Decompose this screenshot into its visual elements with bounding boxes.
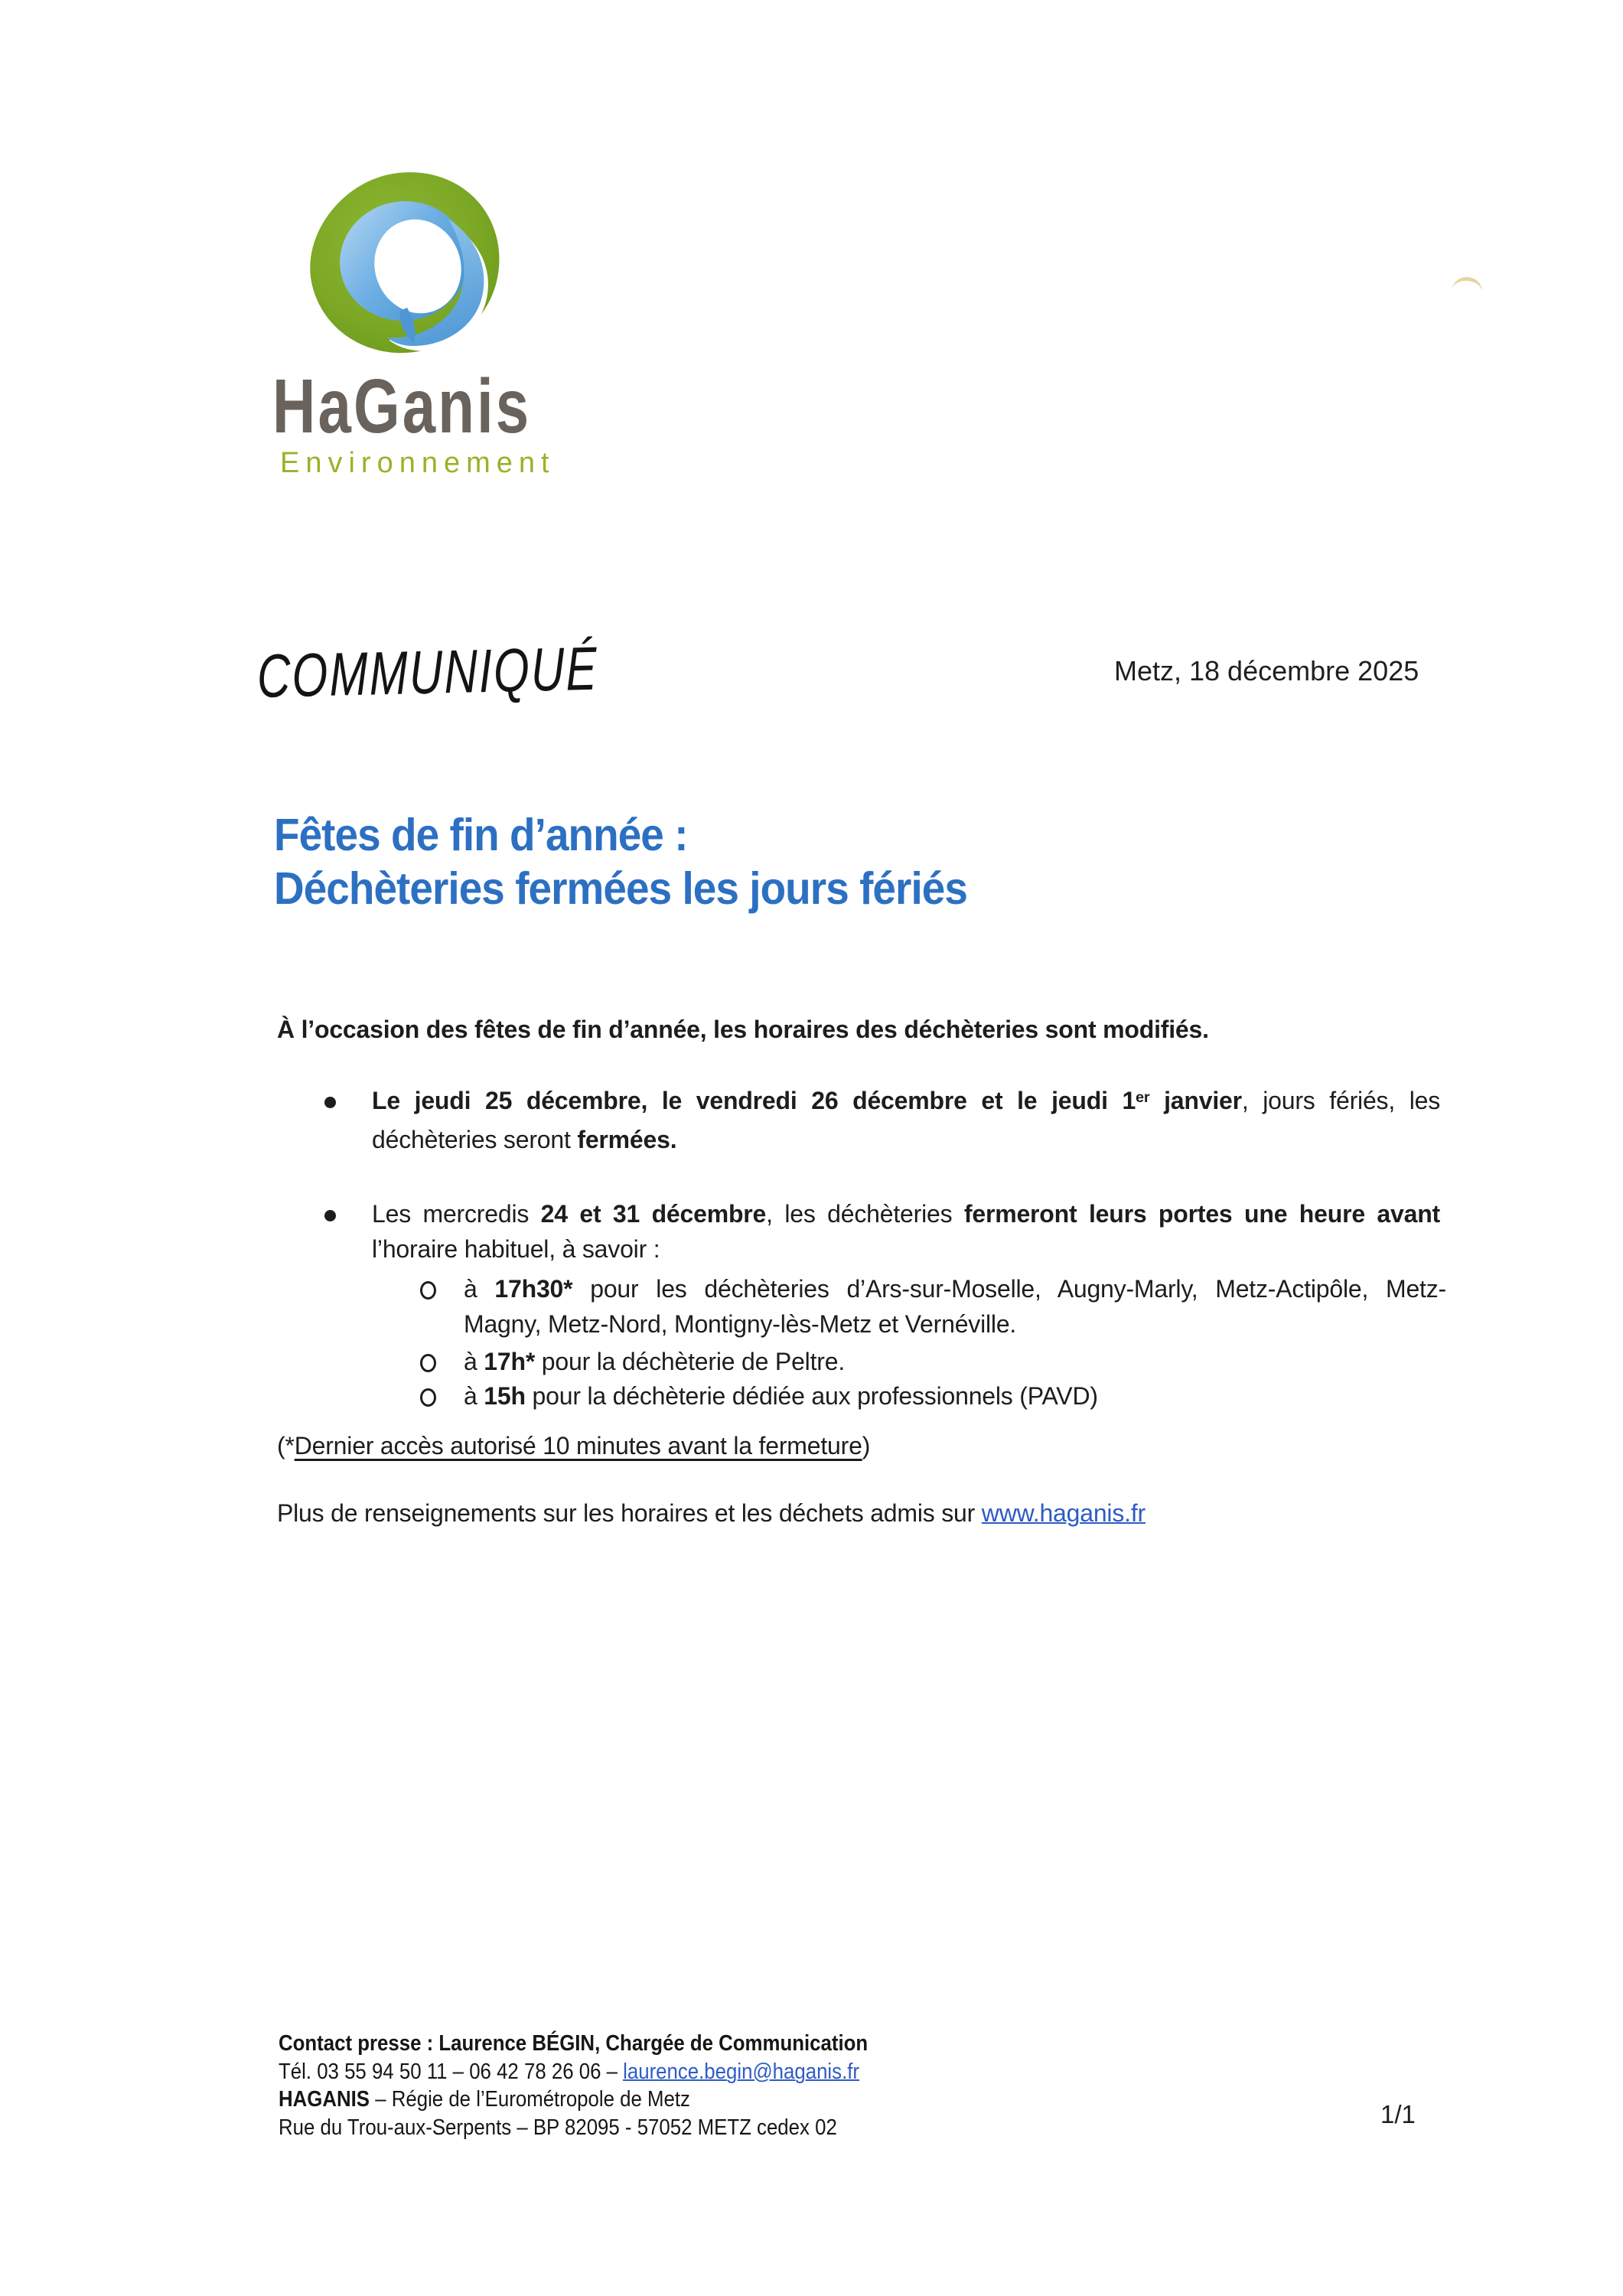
haganis-logo-icon [298, 167, 510, 360]
text-line [372, 1196, 1440, 1231]
text-run: à [464, 1382, 484, 1410]
hyperlink[interactable]: www.haganis.fr [981, 1499, 1146, 1527]
text-line [464, 1344, 1446, 1379]
text-run: Les mercredis [372, 1200, 541, 1228]
text-line [279, 2086, 868, 2114]
text-run: Rue du Trou-aux-Serpents – BP 82095 - 57052 METZ cedex 02 [279, 2115, 837, 2140]
intro-paragraph [277, 1012, 1448, 1047]
text-run: er [1136, 1089, 1150, 1107]
bullet-disc-icon [324, 1097, 336, 1108]
text-line [279, 2030, 868, 2058]
scan-artifact [1452, 276, 1484, 292]
text-run: Contact presse : Laurence BÉGIN, Chargée de Communication [279, 2031, 869, 2056]
text-line [277, 1428, 1448, 1463]
text-line [464, 1306, 1446, 1342]
brand-wordmark: HaGanis [272, 364, 532, 449]
sub-bullet-circle-icon [420, 1388, 436, 1407]
text-run: Le jeudi 25 décembre, le vendredi 26 décembre et le jeudi 1 [372, 1087, 1136, 1114]
text-run: – Régie de l’Eurométropole de Metz [370, 2087, 690, 2112]
text-run: pour les déchèteries d’Ars-sur-Moselle, Augny-Marly, Metz-Actipôle, Metz- [572, 1275, 1447, 1303]
text-run: l’horaire habituel, à savoir : [372, 1235, 660, 1263]
text-run: pour la déchèterie dédiée aux professionnels (PAVD) [525, 1382, 1098, 1410]
text-run: 15h [484, 1382, 526, 1410]
sub-bullet-circle-icon [420, 1354, 436, 1372]
sub-bullet-15h-paragraph [464, 1378, 1446, 1414]
text-run: , les déchèteries [766, 1200, 964, 1228]
text-run: Plus de renseignements sur les horaires et les déchets admis sur [277, 1499, 982, 1527]
doc-type-title: COMMUNIQUÉ [256, 634, 599, 710]
text-line [372, 1083, 1440, 1122]
sub-bullet-circle-icon [420, 1281, 436, 1300]
footer-contact-block [279, 2030, 868, 2141]
text-run: HAGANIS [279, 2087, 370, 2112]
text-line [279, 2058, 868, 2086]
more-info-paragraph [277, 1495, 1448, 1531]
headline [274, 808, 967, 915]
text-run: 17h30* [494, 1275, 573, 1303]
text-line [372, 1122, 1440, 1157]
footnote-paragraph [277, 1428, 1448, 1463]
hyperlink[interactable]: laurence.begin@haganis.fr [623, 2059, 860, 2084]
bullet-disc-icon [324, 1210, 336, 1221]
text-run: , jours fériés, les [1241, 1087, 1441, 1114]
text-line [277, 1012, 1448, 1047]
text-line [372, 1231, 1440, 1267]
text-run: 17h* [484, 1348, 536, 1375]
text-line [279, 2114, 868, 2142]
text-run: ) [862, 1432, 871, 1459]
sub-bullet-1730-paragraph [464, 1271, 1446, 1342]
text-run: fermées. [577, 1126, 677, 1153]
brand-tagline: Environnement [280, 447, 556, 479]
page-number: 1/1 [1380, 2100, 1416, 2128]
text-run: 24 et 31 décembre [540, 1200, 767, 1228]
text-run: À l’occasion des fêtes de fin d’année, les horaires des déchèteries sont modifiés. [277, 1016, 1209, 1043]
text-run: Magny, Metz-Nord, Montigny-lès-Metz et Vernéville. [464, 1310, 1017, 1338]
text-run: fermeront leurs portes une heure avant [963, 1200, 1441, 1228]
text-run: janvier [1149, 1087, 1242, 1114]
text-run: Dernier accès autorisé 10 minutes avant la fermeture [294, 1432, 862, 1459]
text-line [277, 1495, 1448, 1531]
text-run: à [464, 1275, 495, 1303]
headline-line2: Déchèteries fermées les jours fériés [274, 863, 967, 914]
text-run: à [464, 1348, 484, 1375]
text-run: Tél. 03 55 94 50 11 – 06 42 78 26 06 – [279, 2059, 624, 2084]
bullet-holidays-paragraph [372, 1083, 1440, 1157]
headline-line1: Fêtes de fin d’année : [274, 810, 688, 860]
text-run: (* [277, 1432, 295, 1459]
text-run: pour la déchèterie de Peltre. [535, 1348, 846, 1375]
sub-bullet-17h-paragraph [464, 1344, 1446, 1379]
text-line [464, 1378, 1446, 1414]
dateline: Metz, 18 décembre 2025 [1114, 655, 1419, 687]
bullet-wednesdays-paragraph [372, 1196, 1440, 1267]
text-run: déchèteries seront [372, 1126, 578, 1153]
text-line [464, 1271, 1446, 1306]
